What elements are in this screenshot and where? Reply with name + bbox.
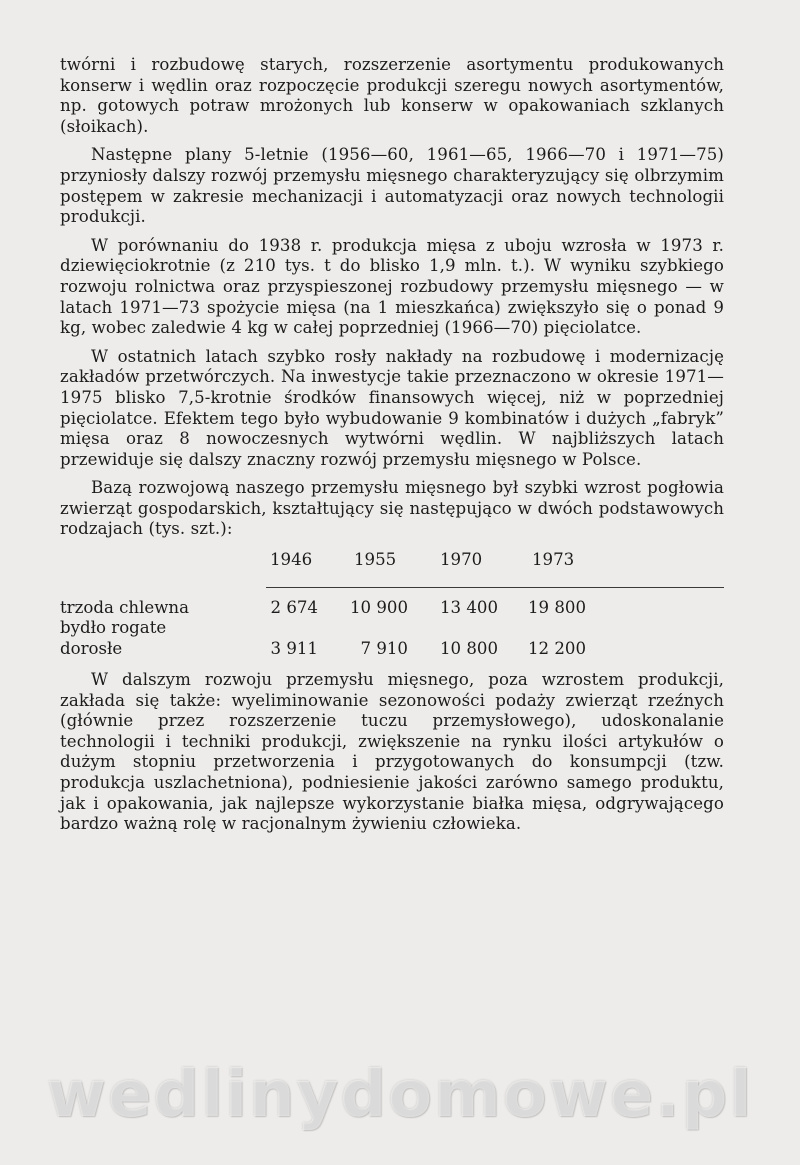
- paragraph-production-expansion: twórni i rozbudowę starych, rozszerzenie asortymentu produkowanych konserw i wędlin oraz rozpoczęcie produkcji szeregu nowych asortymentów, np. gotowych potraw mrożonych lub konserw w opakowaniach szklanych (słoikach).: [60, 55, 724, 136]
- page-content: [60, 55, 724, 843]
- pigs-1946: 2 674: [270, 598, 318, 618]
- paragraph-livestock-intro: Bazą rozwojową naszego przemysłu mięsnego był szybki wzrost pogłowia zwierząt gospodarskich, kształtujący się następująco w dwóch podstawowych rodzajach (tys. szt.):: [60, 478, 724, 539]
- cattle-1973: 12 200: [527, 639, 586, 659]
- paragraph-future-development: W dalszym rozwoju przemysłu mięsnego, poza wzrostem produkcji, zakłada się także: wyeliminowanie sezonowości podaży zwierząt rzeźnych (głównie przez rozszerzenie tuczu przemysłowego), udoskonalanie technologii i techniki produkcji, zwiększenie na rynku ilości artykułów o dużym stopniu przetworzenia i przygotowanych do konsumpcji (tzw. produkcja uszlachetniona), podniesienie jakości zarówno samego produktu, jak i opakowania, jak najlepsze wykorzystanie białka mięsa, odgrywającego bardzo ważną rolę w racjonalnym żywieniu człowieka.: [60, 670, 724, 834]
- year-header-1946: 1946: [270, 550, 313, 570]
- paragraph-five-year-plans: Następne plany 5-letnie (1956—60, 1961—65, 1966—70 i 1971—75) przyniosły dalszy rozwój przemysłu mięsnego charakteryzujący się olbrzymim postępem w zakresie mechanizacji i automatyzacji oraz nowych technologii produkcji.: [60, 145, 724, 227]
- year-header-1973: 1973: [532, 550, 575, 570]
- paragraph-meat-production-growth: W porównaniu do 1938 r. produkcja mięsa z uboju wzrosła w 1973 r. dziewięciokrotnie (z 210 tys. t do blisko 1,9 mln. t.). W wyniku szybkiego rozwoju rolnictwa oraz przyspieszonej rozbudowy przemysłu mięsnego — w latach 1971—73 spożycie mięsa (na 1 mieszkańca) zwiększyło się o ponad 9 kg, wobec zaledwie 4 kg w całej poprzedniej (1966—70) pięciolatce.: [60, 235, 724, 338]
- table-header-divider: [266, 587, 724, 588]
- row-label-cattle-line2: dorosłe: [60, 639, 123, 659]
- paragraph-investments: W ostatnich latach szybko rosły nakłady na rozbudowę i modernizację zakładów przetwórczych. Na inwestycje takie przeznaczono w okresie 1971—1975 blisko 7,5-krotnie środków finansowych więcej, niż w poprzedniej pięciolatce. Efektem tego było wybudowanie 9 kombinatów i dużych „fabryk” mięsa oraz 8 nowoczesnych wytwórni wędlin. W najbliższych latach przewiduje się dalszy znaczny rozwój przemysłu mięsnego w Polsce.: [60, 346, 724, 469]
- pigs-1955: 10 900: [349, 598, 408, 618]
- cattle-1970: 10 800: [439, 639, 498, 659]
- cattle-1955: 7 910: [360, 639, 408, 659]
- year-header-1970: 1970: [440, 550, 483, 570]
- pigs-1970: 13 400: [439, 598, 498, 618]
- row-label-pigs: trzoda chlewna: [60, 598, 190, 618]
- cattle-1946: 3 911: [270, 639, 318, 659]
- year-header-1955: 1955: [354, 550, 397, 570]
- row-label-cattle-line1: bydło rogate: [60, 618, 167, 638]
- watermark: wedlinydomowe.pl: [46, 1058, 754, 1132]
- livestock-table: [60, 548, 724, 660]
- pigs-1973: 19 800: [527, 598, 586, 618]
